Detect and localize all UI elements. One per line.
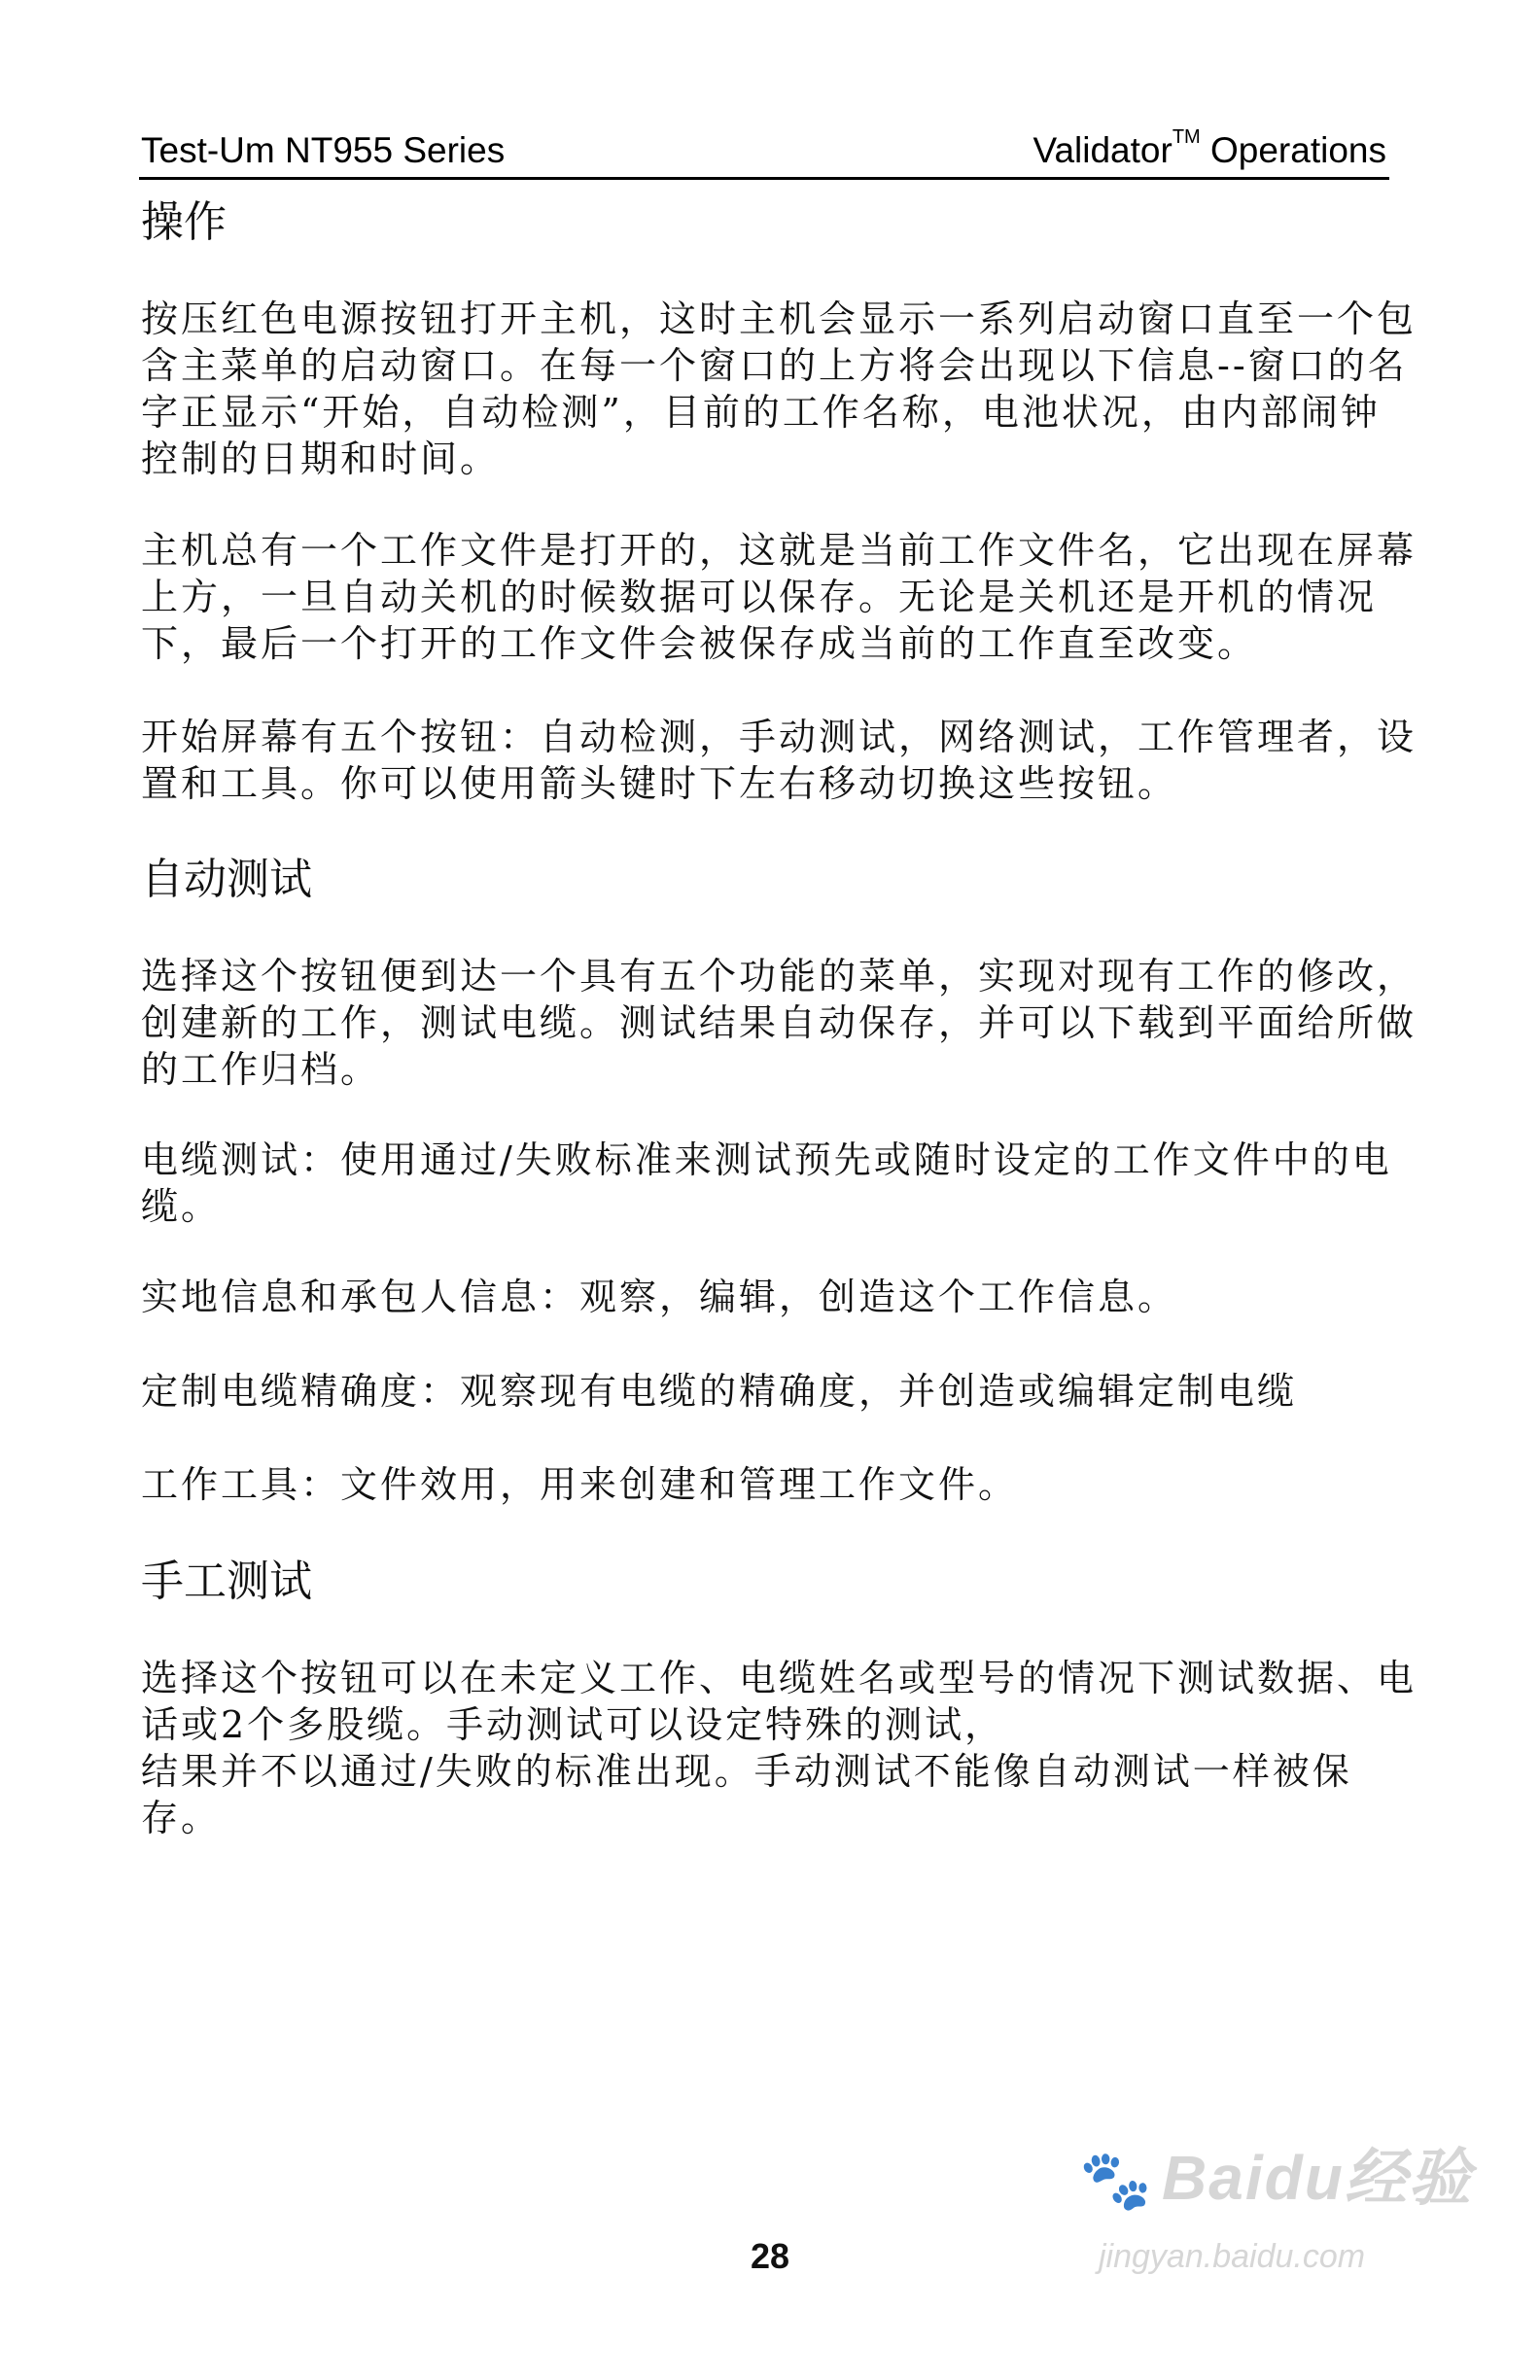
watermark-brand: Baidu经验 [1162, 2143, 1473, 2213]
paragraph [141, 1368, 1405, 1415]
header-operations: Operations [1200, 130, 1386, 170]
paragraph [141, 1655, 1418, 1841]
text-line: 选择这个按钮便到达一个具有五个功能的菜单，实现对现有工作的修改， [141, 955, 1418, 998]
header-product: Validator [1032, 130, 1172, 170]
text-line: 自动测试 [141, 855, 312, 904]
text-line: 按压红色电源按钮打开主机，这时主机会显示一系列启动窗口直至一个包 [141, 298, 1418, 340]
text-line: 存。 [141, 1797, 222, 1839]
page-number: 28 [750, 2236, 790, 2276]
watermark-url: jingyan.baidu.com [1099, 2238, 1366, 2275]
paragraph [141, 714, 1418, 807]
running-header-section [1032, 126, 1386, 171]
text-line: 开始屏幕有五个按钮：自动检测，手动测试，网络测试，工作管理者，设 [141, 716, 1418, 758]
text-line: 下，最后一个打开的工作文件会被保存成当前的工作直至改变。 [141, 622, 1258, 665]
text-line: 结果并不以通过/失败的标准出现。手动测试不能像自动测试一样被保 [141, 1750, 1352, 1793]
section-heading [141, 1555, 1405, 1609]
text-line: 选择这个按钮可以在未定义工作、电缆姓名或型号的情况下测试数据、电 [141, 1657, 1418, 1699]
header-rule [139, 177, 1389, 180]
paragraph [141, 1461, 1405, 1508]
text-line: 工作工具：文件效用，用来创建和管理工作文件。 [141, 1463, 1019, 1506]
text-line: 手工测试 [141, 1557, 312, 1606]
text-line: 含主菜单的启动窗口。在每一个窗口的上方将会出现以下信息--窗口的名 [141, 344, 1408, 387]
paragraph [141, 527, 1418, 667]
section-heading [141, 195, 1405, 250]
text-line: 电缆测试：使用通过/失败标准来测试预先或随时设定的工作文件中的电 [141, 1138, 1392, 1181]
paragraph [141, 953, 1418, 1093]
text-line: 主机总有一个工作文件是打开的，这就是当前工作文件名，它出现在屏幕 [141, 529, 1418, 572]
section-heading [141, 853, 1405, 907]
text-line: 的工作归档。 [141, 1048, 381, 1091]
text-line: 字正显示“开始，自动检测”，目前的工作名称，电池状况，由内部闹钟 [141, 391, 1381, 434]
text-line: 话或2个多股缆。手动测试可以设定特殊的测试， [141, 1703, 1005, 1746]
trademark-mark: TM [1172, 126, 1201, 148]
paragraph [141, 1274, 1405, 1320]
paragraph [141, 296, 1418, 482]
text-line: 定制电缆精确度：观察现有电缆的精确度，并创造或编辑定制电缆 [141, 1370, 1298, 1413]
text-line: 创建新的工作，测试电缆。测试结果自动保存，并可以下载到平面给所做 [141, 1001, 1418, 1044]
text-line: 置和工具。你可以使用箭头键时下左右移动切换这些按钮。 [141, 762, 1178, 805]
text-line: 操作 [141, 197, 227, 247]
baidu-watermark [1079, 2139, 1507, 2304]
paw-logo-icon: 🐾 [1079, 2148, 1152, 2213]
running-header-title: Test-Um NT955 Series [141, 130, 506, 170]
paragraph [141, 1137, 1405, 1230]
text-line: 上方，一旦自动关机的时候数据可以保存。无论是关机还是开机的情况 [141, 576, 1378, 618]
text-line: 实地信息和承包人信息：观察，编辑，创造这个工作信息。 [141, 1276, 1178, 1318]
text-line: 控制的日期和时间。 [141, 438, 501, 480]
text-line: 缆。 [141, 1185, 222, 1228]
